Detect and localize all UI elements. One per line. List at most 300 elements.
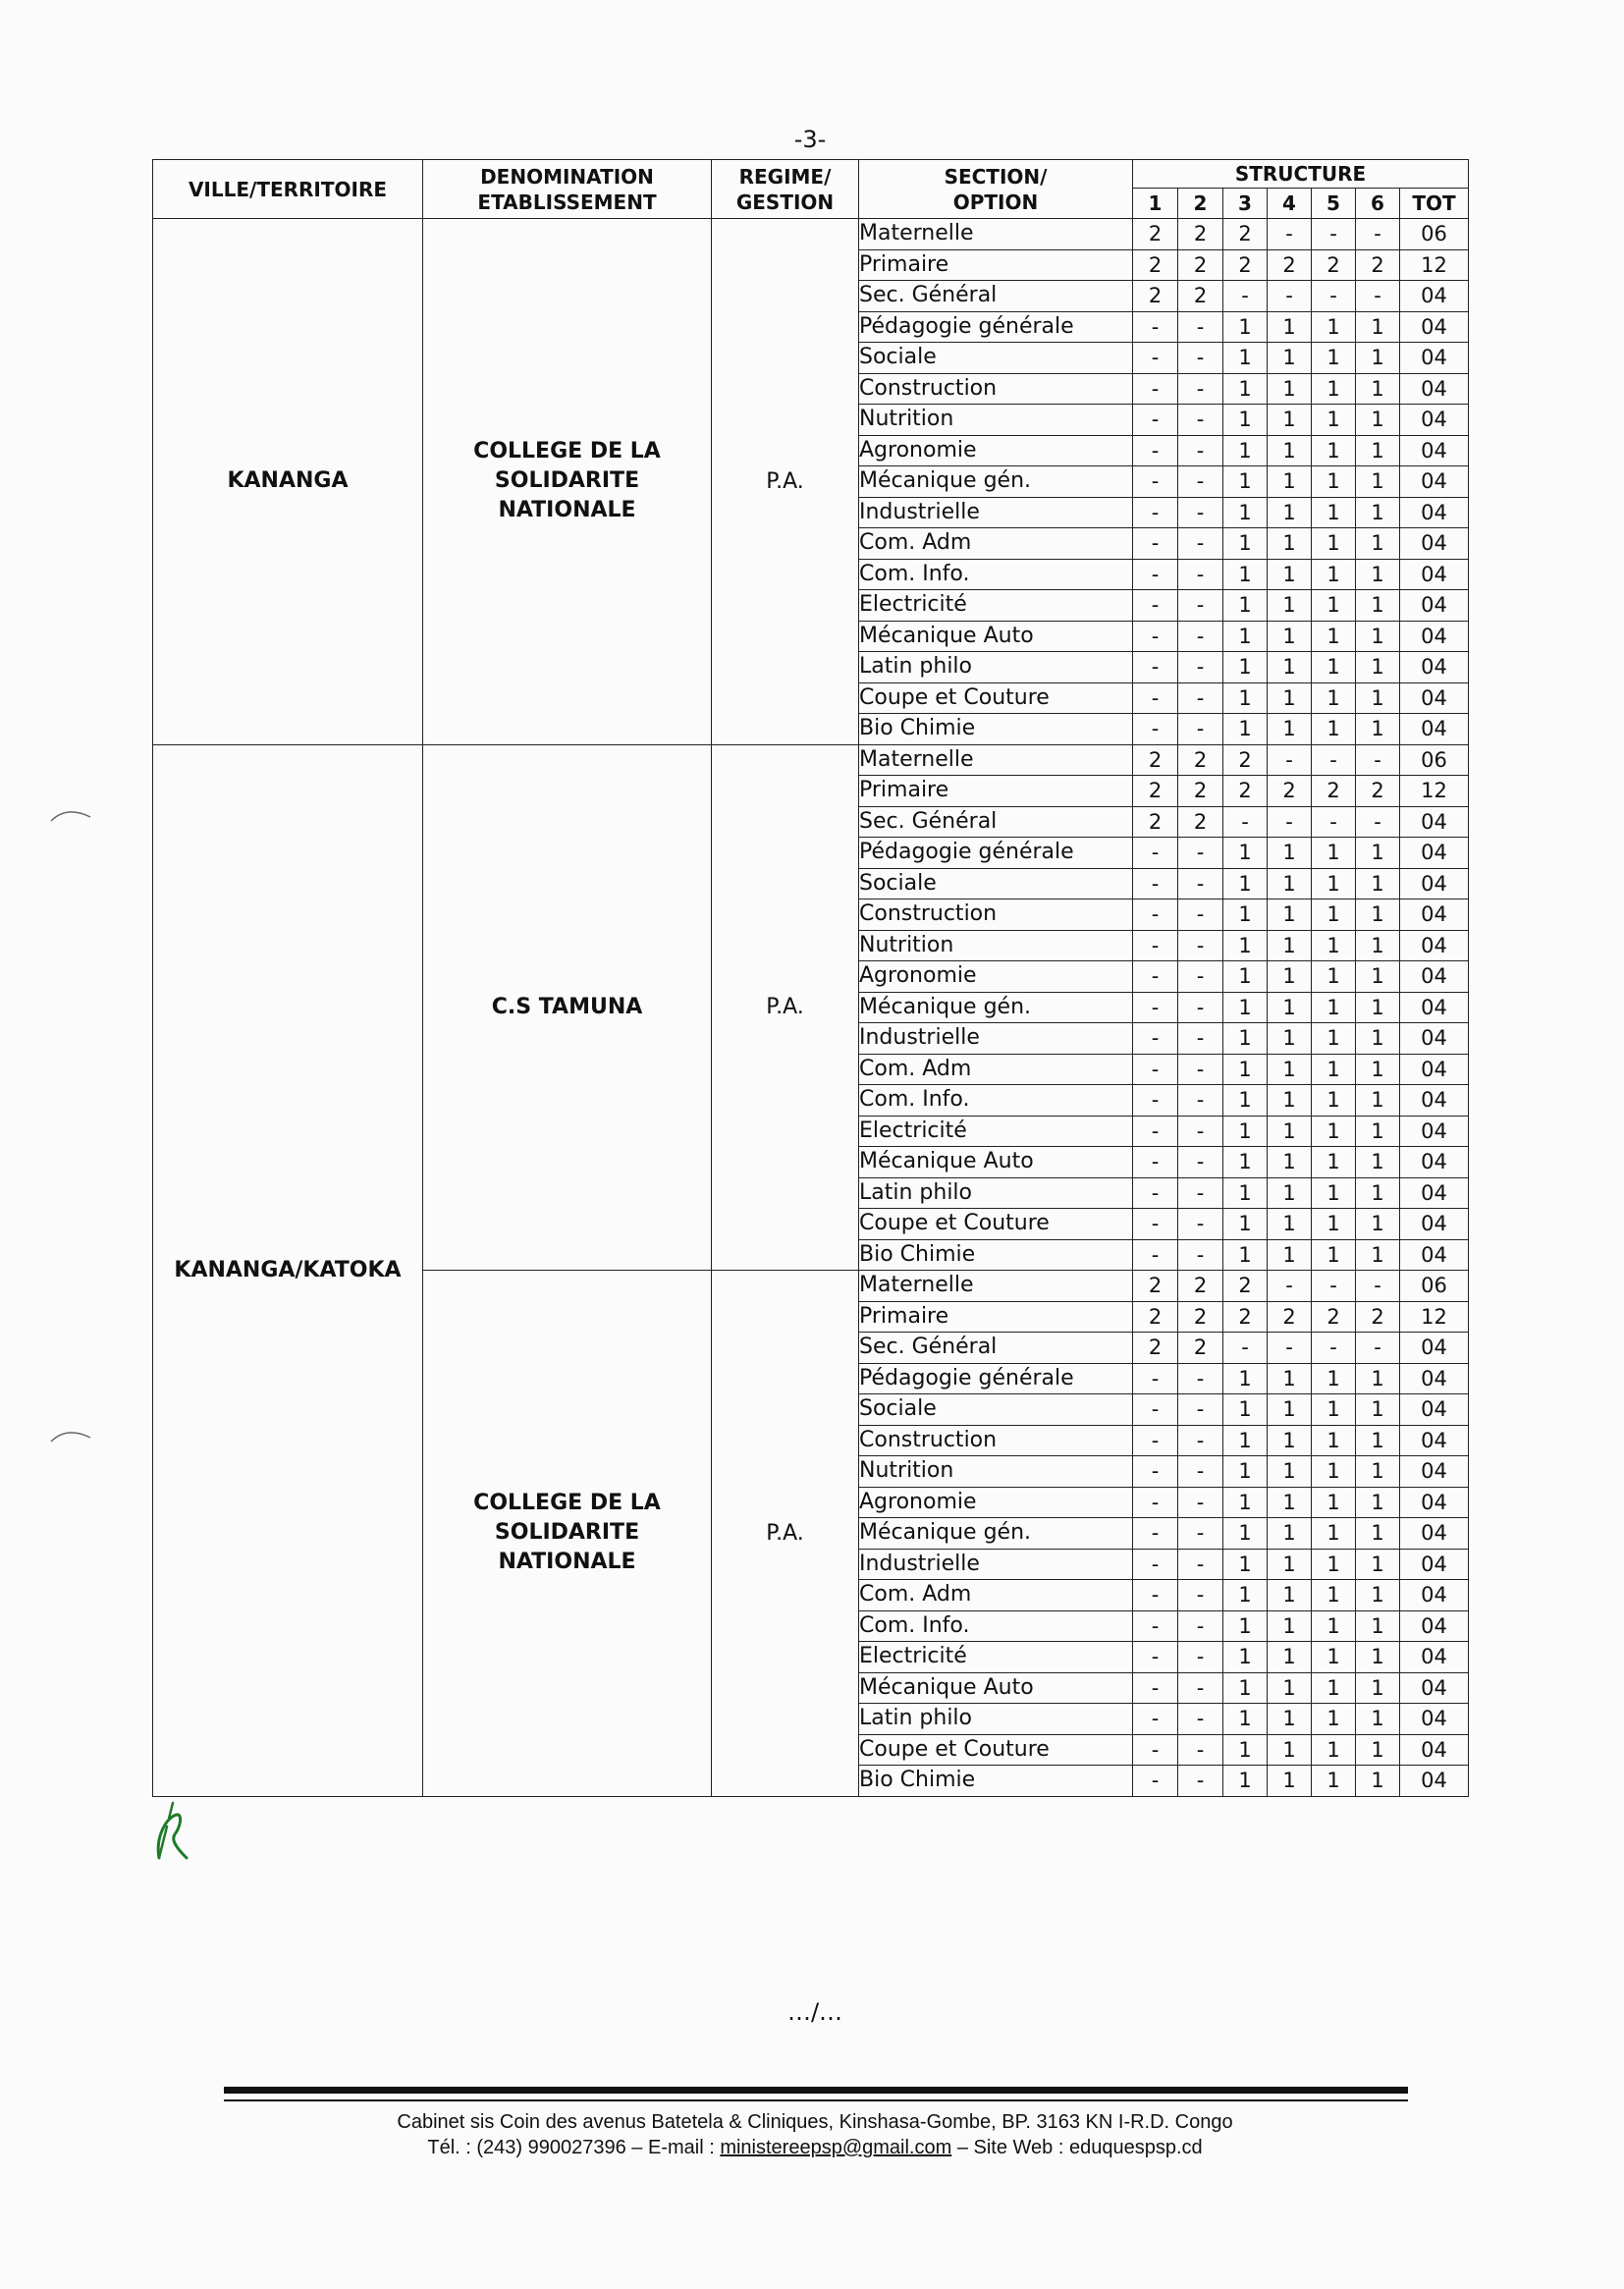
structure-cell: 2 [1178,249,1223,281]
section-option-cell: Coupe et Couture [859,682,1133,714]
structure-cell: 1 [1312,1642,1356,1673]
structure-cell: 1 [1268,1394,1312,1426]
structure-cell: - [1133,1054,1178,1085]
structure-cell: - [1268,219,1312,250]
total-cell: 04 [1400,1177,1469,1209]
structure-cell: 1 [1223,992,1268,1023]
total-cell: 04 [1400,1333,1469,1364]
footer-phone: Tél. : (243) 990027396 – E-mail : [427,2137,721,2158]
structure-cell: 1 [1356,1209,1400,1240]
section-option-cell: Coupe et Couture [859,1734,1133,1766]
structure-cell: 1 [1268,621,1312,652]
structure-cell: 1 [1268,405,1312,436]
structure-cell: - [1133,1425,1178,1456]
structure-cell: 2 [1133,744,1178,776]
structure-cell: 1 [1356,1456,1400,1488]
structure-cell: - [1312,219,1356,250]
structure-cell: - [1133,497,1178,528]
structure-cell: - [1178,1518,1223,1550]
total-cell: 04 [1400,992,1469,1023]
structure-cell: 1 [1356,1734,1400,1766]
structure-cell: 2 [1133,1333,1178,1364]
section-option-cell: Com. Info. [859,559,1133,590]
structure-cell: - [1223,1333,1268,1364]
structure-cell: 1 [1223,343,1268,374]
structure-cell: 1 [1268,1518,1312,1550]
structure-cell: 1 [1223,1518,1268,1550]
structure-cell: 1 [1223,838,1268,869]
structure-cell: 1 [1268,466,1312,498]
structure-cell: 1 [1223,1642,1268,1673]
structure-cell: - [1178,1177,1223,1209]
structure-cell: 1 [1268,1549,1312,1580]
total-cell: 04 [1400,466,1469,498]
structure-cell: 1 [1268,1363,1312,1394]
regime-cell [712,219,859,745]
structure-cell: 1 [1356,899,1400,931]
total-cell: 04 [1400,590,1469,622]
structure-cell: 1 [1223,1177,1268,1209]
structure-cell: 1 [1268,1734,1312,1766]
regime-cell [712,1271,859,1797]
structure-cell: 1 [1268,590,1312,622]
structure-cell: 1 [1312,961,1356,993]
section-option-cell: Bio Chimie [859,1766,1133,1797]
total-cell: 04 [1400,1734,1469,1766]
structure-cell: - [1133,528,1178,560]
structure-cell: 1 [1268,311,1312,343]
structure-cell: 1 [1223,899,1268,931]
structure-table [152,159,1469,1797]
header-regime [712,160,859,219]
structure-cell: - [1178,961,1223,993]
total-cell: 04 [1400,899,1469,931]
section-option-cell: Mécanique gén. [859,466,1133,498]
structure-cell: 1 [1223,311,1268,343]
structure-cell: - [1178,435,1223,466]
structure-cell: - [1178,497,1223,528]
header-structure-col: 3 [1223,189,1268,219]
structure-cell: 2 [1223,249,1268,281]
structure-cell: 1 [1312,1209,1356,1240]
regime-value: P.A. [766,1520,804,1546]
structure-cell: 1 [1356,838,1400,869]
structure-cell: - [1312,1333,1356,1364]
section-option-cell: Primaire [859,1301,1133,1333]
section-option-cell: Com. Adm [859,1054,1133,1085]
structure-cell: 1 [1356,466,1400,498]
structure-cell: - [1133,1672,1178,1704]
structure-cell: - [1133,652,1178,683]
structure-cell: - [1133,992,1178,1023]
structure-cell: 1 [1268,1116,1312,1147]
scan-hole-mark [47,1424,96,1445]
structure-cell: 1 [1268,1610,1312,1642]
structure-cell: 1 [1356,1766,1400,1797]
section-option-cell: Agronomie [859,435,1133,466]
total-cell: 04 [1400,373,1469,405]
section-option-cell: Latin philo [859,1704,1133,1735]
structure-cell: 1 [1223,1549,1268,1580]
continuation-mark: …/… [786,1998,843,2026]
structure-cell: 1 [1268,930,1312,961]
structure-cell: 1 [1356,405,1400,436]
structure-cell: - [1178,1054,1223,1085]
structure-cell: 1 [1312,528,1356,560]
total-cell: 04 [1400,1085,1469,1117]
structure-cell: - [1178,714,1223,745]
structure-cell: - [1178,899,1223,931]
structure-cell: - [1133,1704,1178,1735]
structure-cell: 1 [1223,1209,1268,1240]
structure-cell: - [1178,405,1223,436]
structure-cell: 1 [1312,1549,1356,1580]
structure-cell: - [1133,1580,1178,1611]
regime-value: P.A. [766,995,804,1020]
structure-cell: - [1178,590,1223,622]
structure-cell: - [1178,682,1223,714]
regime-value: P.A. [766,468,804,494]
structure-cell: - [1268,806,1312,838]
structure-cell: 2 [1133,776,1178,807]
page-number: -3- [793,126,827,153]
section-option-cell: Bio Chimie [859,714,1133,745]
structure-cell: 1 [1223,466,1268,498]
total-cell: 04 [1400,1394,1469,1426]
structure-cell: 1 [1268,992,1312,1023]
structure-cell: 1 [1312,930,1356,961]
total-cell: 04 [1400,1580,1469,1611]
total-cell: 04 [1400,1766,1469,1797]
section-option-cell: Bio Chimie [859,1239,1133,1271]
structure-cell: 2 [1178,1333,1223,1364]
structure-cell: 1 [1223,930,1268,961]
structure-cell: 1 [1312,373,1356,405]
structure-cell: - [1312,1271,1356,1302]
structure-cell: - [1133,1610,1178,1642]
structure-cell: - [1178,652,1223,683]
section-option-cell: Primaire [859,776,1133,807]
structure-cell: 1 [1356,435,1400,466]
structure-cell: 1 [1356,1610,1400,1642]
structure-cell: - [1178,559,1223,590]
structure-cell: 2 [1312,1301,1356,1333]
section-option-cell: Mécanique Auto [859,1147,1133,1178]
structure-cell: - [1133,590,1178,622]
structure-cell: 1 [1268,1704,1312,1735]
section-option-cell: Com. Adm [859,528,1133,560]
handwritten-mark [147,1797,206,1866]
structure-cell: 1 [1356,1239,1400,1271]
header-structure-col: 1 [1133,189,1178,219]
structure-cell: - [1133,1085,1178,1117]
structure-cell: 1 [1312,1177,1356,1209]
structure-cell: 1 [1312,682,1356,714]
footer-website: – Site Web : eduquespsp.cd [951,2137,1203,2158]
structure-cell: - [1178,1147,1223,1178]
section-option-cell: Electricité [859,1642,1133,1673]
structure-cell: - [1356,219,1400,250]
structure-cell: - [1133,405,1178,436]
school-name-cell [423,744,712,1271]
structure-cell: - [1133,311,1178,343]
section-option-cell: Com. Info. [859,1610,1133,1642]
school-name-line: C.S TAMUNA [491,994,643,1019]
total-cell: 04 [1400,1147,1469,1178]
total-cell: 04 [1400,621,1469,652]
structure-cell: - [1178,1425,1223,1456]
structure-cell: 1 [1356,1023,1400,1055]
structure-cell: 2 [1133,1301,1178,1333]
structure-cell: - [1133,1116,1178,1147]
structure-cell: - [1133,1642,1178,1673]
total-cell: 04 [1400,435,1469,466]
structure-cell: 1 [1268,961,1312,993]
structure-cell: - [1178,1580,1223,1611]
structure-cell: 1 [1268,1425,1312,1456]
structure-cell: 2 [1223,744,1268,776]
structure-cell: - [1133,373,1178,405]
structure-cell: 2 [1268,1301,1312,1333]
school-name-cell [423,219,712,745]
header-structure-col: TOT [1400,189,1469,219]
structure-cell: - [1178,343,1223,374]
structure-cell: 1 [1223,1425,1268,1456]
structure-cell: - [1178,1642,1223,1673]
total-cell: 04 [1400,1209,1469,1240]
structure-cell: 2 [1268,776,1312,807]
structure-cell: 1 [1356,373,1400,405]
structure-cell: 2 [1178,806,1223,838]
structure-cell: 1 [1356,1487,1400,1518]
structure-cell: - [1356,806,1400,838]
section-option-cell: Sociale [859,1394,1133,1426]
structure-cell: 2 [1223,219,1268,250]
structure-cell: - [1356,1333,1400,1364]
structure-cell: 2 [1178,281,1223,312]
structure-cell: 1 [1268,1023,1312,1055]
structure-cell: 1 [1268,1642,1312,1673]
structure-cell: - [1178,1209,1223,1240]
structure-cell: - [1312,744,1356,776]
structure-cell: 1 [1268,497,1312,528]
structure-cell: - [1223,281,1268,312]
structure-cell: - [1133,621,1178,652]
structure-cell: 1 [1356,311,1400,343]
structure-cell: - [1178,1023,1223,1055]
total-cell: 12 [1400,1301,1469,1333]
structure-cell: 1 [1223,1704,1268,1735]
structure-cell: - [1178,528,1223,560]
total-cell: 04 [1400,1116,1469,1147]
structure-cell: 1 [1223,590,1268,622]
structure-cell: - [1356,744,1400,776]
structure-cell: 1 [1223,621,1268,652]
total-cell: 06 [1400,744,1469,776]
section-option-cell: Sec. Général [859,281,1133,312]
structure-cell: 2 [1223,1271,1268,1302]
structure-cell: 1 [1223,373,1268,405]
header-structure-col: 2 [1178,189,1223,219]
table-row [153,744,1469,776]
total-cell: 04 [1400,961,1469,993]
city-cell: KANANGA/KATOKA [153,744,423,1796]
structure-cell: - [1178,373,1223,405]
structure-cell: - [1133,1766,1178,1797]
section-option-cell: Construction [859,1425,1133,1456]
structure-cell: 2 [1133,219,1178,250]
structure-cell: 2 [1223,776,1268,807]
section-option-cell: Primaire [859,249,1133,281]
total-cell: 04 [1400,343,1469,374]
footer-email-link[interactable]: ministereepsp@gmail.com [720,2137,952,2158]
section-option-cell: Latin philo [859,1177,1133,1209]
total-cell: 04 [1400,930,1469,961]
structure-cell: 1 [1312,1610,1356,1642]
school-name-line: COLLEGE DE LA [473,439,661,464]
structure-cell: - [1133,961,1178,993]
structure-cell: 1 [1356,1549,1400,1580]
header-regime-line: GESTION [735,190,835,214]
structure-cell: - [1178,1549,1223,1580]
structure-cell: 1 [1312,590,1356,622]
structure-cell: 1 [1268,1239,1312,1271]
structure-cell: 1 [1356,714,1400,745]
header-structure-col: 4 [1268,189,1312,219]
structure-cell: 1 [1312,1518,1356,1550]
structure-cell: 1 [1356,682,1400,714]
total-cell: 04 [1400,838,1469,869]
structure-cell: 1 [1356,1394,1400,1426]
structure-cell: - [1268,744,1312,776]
structure-cell: 1 [1312,992,1356,1023]
structure-cell: 2 [1133,249,1178,281]
structure-cell: 2 [1178,219,1223,250]
structure-cell: 1 [1223,528,1268,560]
structure-cell: 1 [1312,1487,1356,1518]
footer-divider [224,2087,1408,2094]
total-cell: 04 [1400,1023,1469,1055]
header-section-line: OPTION [952,190,1039,214]
structure-cell: 1 [1268,1209,1312,1240]
school-name-line: SOLIDARITE [494,468,640,494]
total-cell: 04 [1400,652,1469,683]
section-option-cell: Latin philo [859,652,1133,683]
section-option-cell: Electricité [859,1116,1133,1147]
structure-cell: - [1133,1177,1178,1209]
structure-cell: 1 [1312,1704,1356,1735]
section-option-cell: Mécanique gén. [859,992,1133,1023]
structure-cell: - [1178,1704,1223,1735]
structure-cell: 1 [1223,1766,1268,1797]
structure-cell: 1 [1312,1766,1356,1797]
section-option-cell: Com. Info. [859,1085,1133,1117]
structure-cell: 1 [1223,868,1268,899]
structure-cell: 1 [1356,1085,1400,1117]
structure-cell: 2 [1223,1301,1268,1333]
structure-cell: 1 [1268,1580,1312,1611]
structure-cell: 1 [1356,1116,1400,1147]
section-option-cell: Sociale [859,868,1133,899]
structure-cell: 1 [1223,682,1268,714]
structure-cell: 1 [1356,590,1400,622]
structure-cell: 2 [1178,776,1223,807]
school-name-cell [423,1271,712,1797]
structure-cell: 1 [1312,1580,1356,1611]
structure-cell: - [1133,1239,1178,1271]
table-row [153,219,1469,250]
regime-cell [712,744,859,1271]
structure-cell: 2 [1178,1301,1223,1333]
school-name-line: COLLEGE DE LA [473,1491,661,1516]
structure-cell: 1 [1312,1363,1356,1394]
structure-cell: 1 [1356,1054,1400,1085]
structure-cell: 2 [1133,1271,1178,1302]
structure-cell: 1 [1223,497,1268,528]
structure-cell: 2 [1133,806,1178,838]
structure-cell: 1 [1268,1456,1312,1488]
structure-cell: 2 [1178,744,1223,776]
structure-cell: 1 [1268,1672,1312,1704]
structure-cell: 1 [1356,992,1400,1023]
structure-cell: 1 [1223,559,1268,590]
footer-contact [295,2137,1335,2159]
structure-cell: - [1312,281,1356,312]
structure-cell: 1 [1312,1054,1356,1085]
structure-cell: 1 [1356,1642,1400,1673]
structure-cell: 1 [1312,1085,1356,1117]
section-option-cell: Maternelle [859,1271,1133,1302]
structure-cell: 1 [1356,961,1400,993]
table-body [153,219,1469,1797]
total-cell: 04 [1400,497,1469,528]
structure-cell: 1 [1356,1580,1400,1611]
structure-cell: 1 [1268,1085,1312,1117]
structure-cell: - [1178,1239,1223,1271]
total-cell: 04 [1400,528,1469,560]
section-option-cell: Agronomie [859,1487,1133,1518]
header-structure: STRUCTURE [1133,160,1469,189]
structure-cell: 1 [1312,1456,1356,1488]
section-option-cell: Mécanique gén. [859,1518,1133,1550]
structure-cell: 1 [1312,405,1356,436]
section-option-cell: Industrielle [859,1023,1133,1055]
structure-cell: 1 [1312,1023,1356,1055]
structure-cell: - [1133,1518,1178,1550]
structure-cell: - [1268,1271,1312,1302]
footer-divider-thin [224,2099,1408,2101]
structure-cell: 1 [1312,1147,1356,1178]
structure-cell: 1 [1268,1147,1312,1178]
structure-cell: 1 [1223,961,1268,993]
structure-cell: 1 [1268,435,1312,466]
structure-cell: 1 [1223,1116,1268,1147]
structure-cell: 1 [1223,1580,1268,1611]
structure-cell: 1 [1223,1085,1268,1117]
total-cell: 12 [1400,249,1469,281]
structure-cell: 1 [1356,930,1400,961]
structure-cell: - [1133,1734,1178,1766]
structure-cell: 1 [1223,1456,1268,1488]
structure-cell: - [1268,281,1312,312]
structure-cell: 1 [1268,899,1312,931]
structure-cell: - [1178,868,1223,899]
structure-cell: - [1178,466,1223,498]
total-cell: 04 [1400,1549,1469,1580]
structure-cell: 1 [1223,1487,1268,1518]
structure-cell: - [1133,838,1178,869]
footer-address: Cabinet sis Coin des avenus Batetela & Cliniques, Kinshasa-Gombe, BP. 3163 KN I-R.D. Congo [397,2111,1233,2133]
